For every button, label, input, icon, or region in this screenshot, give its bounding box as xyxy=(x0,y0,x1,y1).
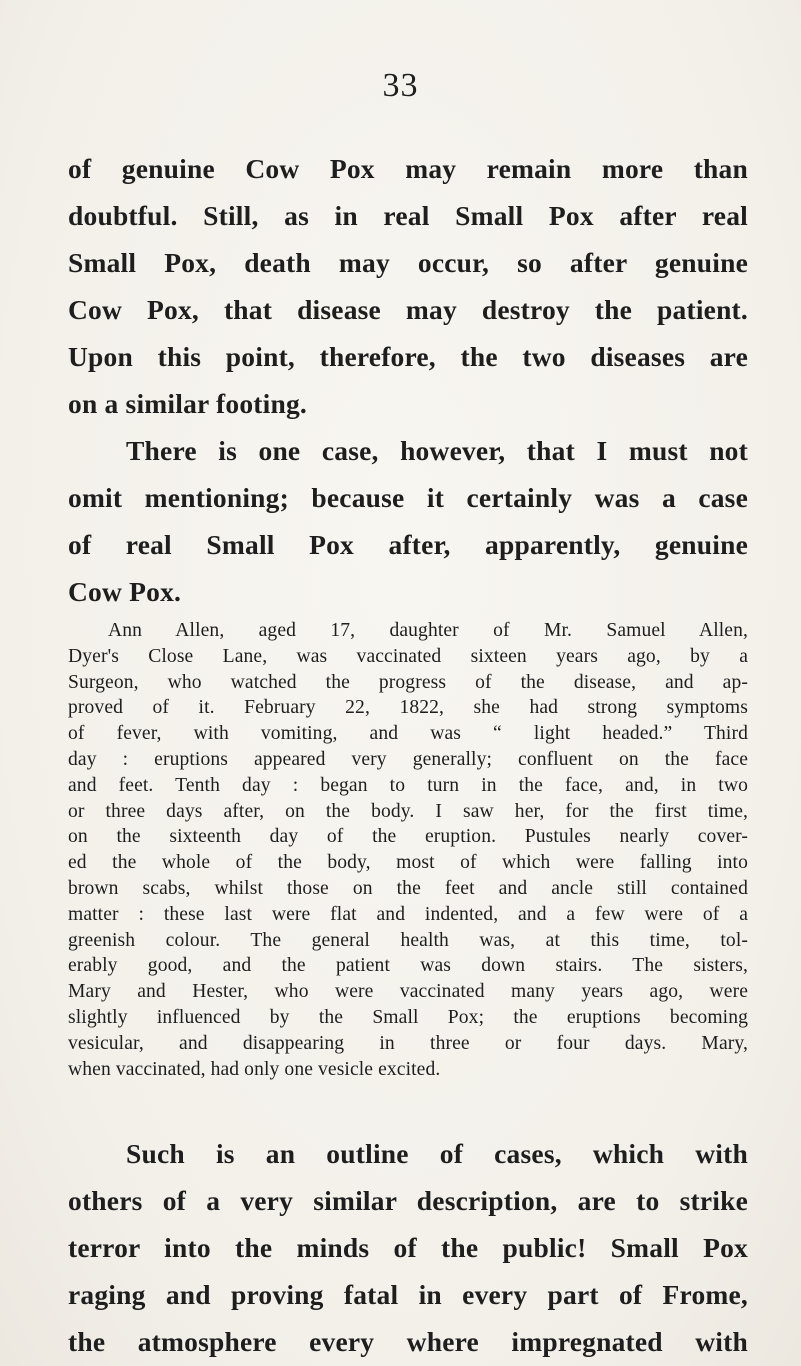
case-report-line: Surgeon, who watched the progress of the disease, and ap- xyxy=(68,671,748,693)
case-report-line: ed the whole of the body, most of which were falling into xyxy=(68,852,748,874)
case-report-line: vesicular, and disappearing in three or four days. Mary, xyxy=(68,1032,748,1054)
paragraph-1-line: Cow Pox, that disease may destroy the patient. xyxy=(68,294,748,325)
case-report-line: Ann Allen, aged 17, daughter of Mr. Samuel Allen, xyxy=(108,620,748,641)
paragraph-1-line: Upon this point, therefore, the two diseases are xyxy=(68,341,748,372)
case-report-line: and feet. Tenth day : began to turn in the face, and, in two xyxy=(68,774,748,796)
case-report-line: greenish colour. The general health was, at this time, tol- xyxy=(68,929,748,951)
paragraph-3-line: the atmosphere every where impregnated with xyxy=(68,1326,748,1357)
paragraph-3 xyxy=(68,1130,748,1365)
case-report-line: matter : these last were flat and indented, and a few were of a xyxy=(68,903,748,925)
case-report-line: proved of it. February 22, 1822, she had strong symptoms xyxy=(68,697,748,719)
page-number: 33 xyxy=(382,67,419,104)
case-report-line: erably good, and the patient was down stairs. The sisters, xyxy=(68,955,748,977)
case-report-line: when vaccinated, had only one vesicle excited. xyxy=(68,1058,441,1080)
paragraph-1 xyxy=(68,145,748,427)
case-report-line: on the sixteenth day of the eruption. Pustules nearly cover- xyxy=(68,826,748,848)
paragraph-3-line: others of a very similar description, are to strike xyxy=(68,1185,748,1216)
paragraph-3-line: terror into the minds of the public! Small Pox xyxy=(68,1232,748,1263)
paragraph-1-line: Small Pox, death may occur, so after genuine xyxy=(68,247,748,278)
paragraph-2-line: omit mentioning; because it certainly was a case xyxy=(68,482,748,513)
case-report-line: brown scabs, whilst those on the feet and ancle still contained xyxy=(68,877,748,899)
paragraph-1-line: of genuine Cow Pox may remain more than xyxy=(68,153,748,184)
paragraph-1-line: on a similar footing. xyxy=(68,388,307,419)
paragraph-2-line: of real Small Pox after, apparently, genuine xyxy=(68,529,748,560)
paragraph-2-line: Cow Pox. xyxy=(68,576,182,607)
paragraph-2 xyxy=(68,427,748,615)
case-report-line: slightly influenced by the Small Pox; the eruptions becoming xyxy=(68,1006,748,1028)
case-report-line: day : eruptions appeared very generally; confluent on the face xyxy=(68,748,748,770)
paragraph-3-line: raging and proving fatal in every part of Frome, xyxy=(68,1279,748,1310)
case-report-line: or three days after, on the body. I saw her, for the first time, xyxy=(68,800,748,822)
case-report xyxy=(68,618,748,1082)
case-report-line: of fever, with vomiting, and was “ light headed.” Third xyxy=(68,723,748,745)
paragraph-3-line: Such is an outline of cases, which with xyxy=(126,1138,748,1169)
paragraph-1-line: doubtful. Still, as in real Small Pox after real xyxy=(68,200,748,231)
case-report-line: Dyer's Close Lane, was vaccinated sixteen years ago, by a xyxy=(68,645,748,667)
paragraph-2-line: There is one case, however, that I must not xyxy=(126,435,748,466)
case-report-line: Mary and Hester, who were vaccinated many years ago, were xyxy=(68,981,748,1003)
